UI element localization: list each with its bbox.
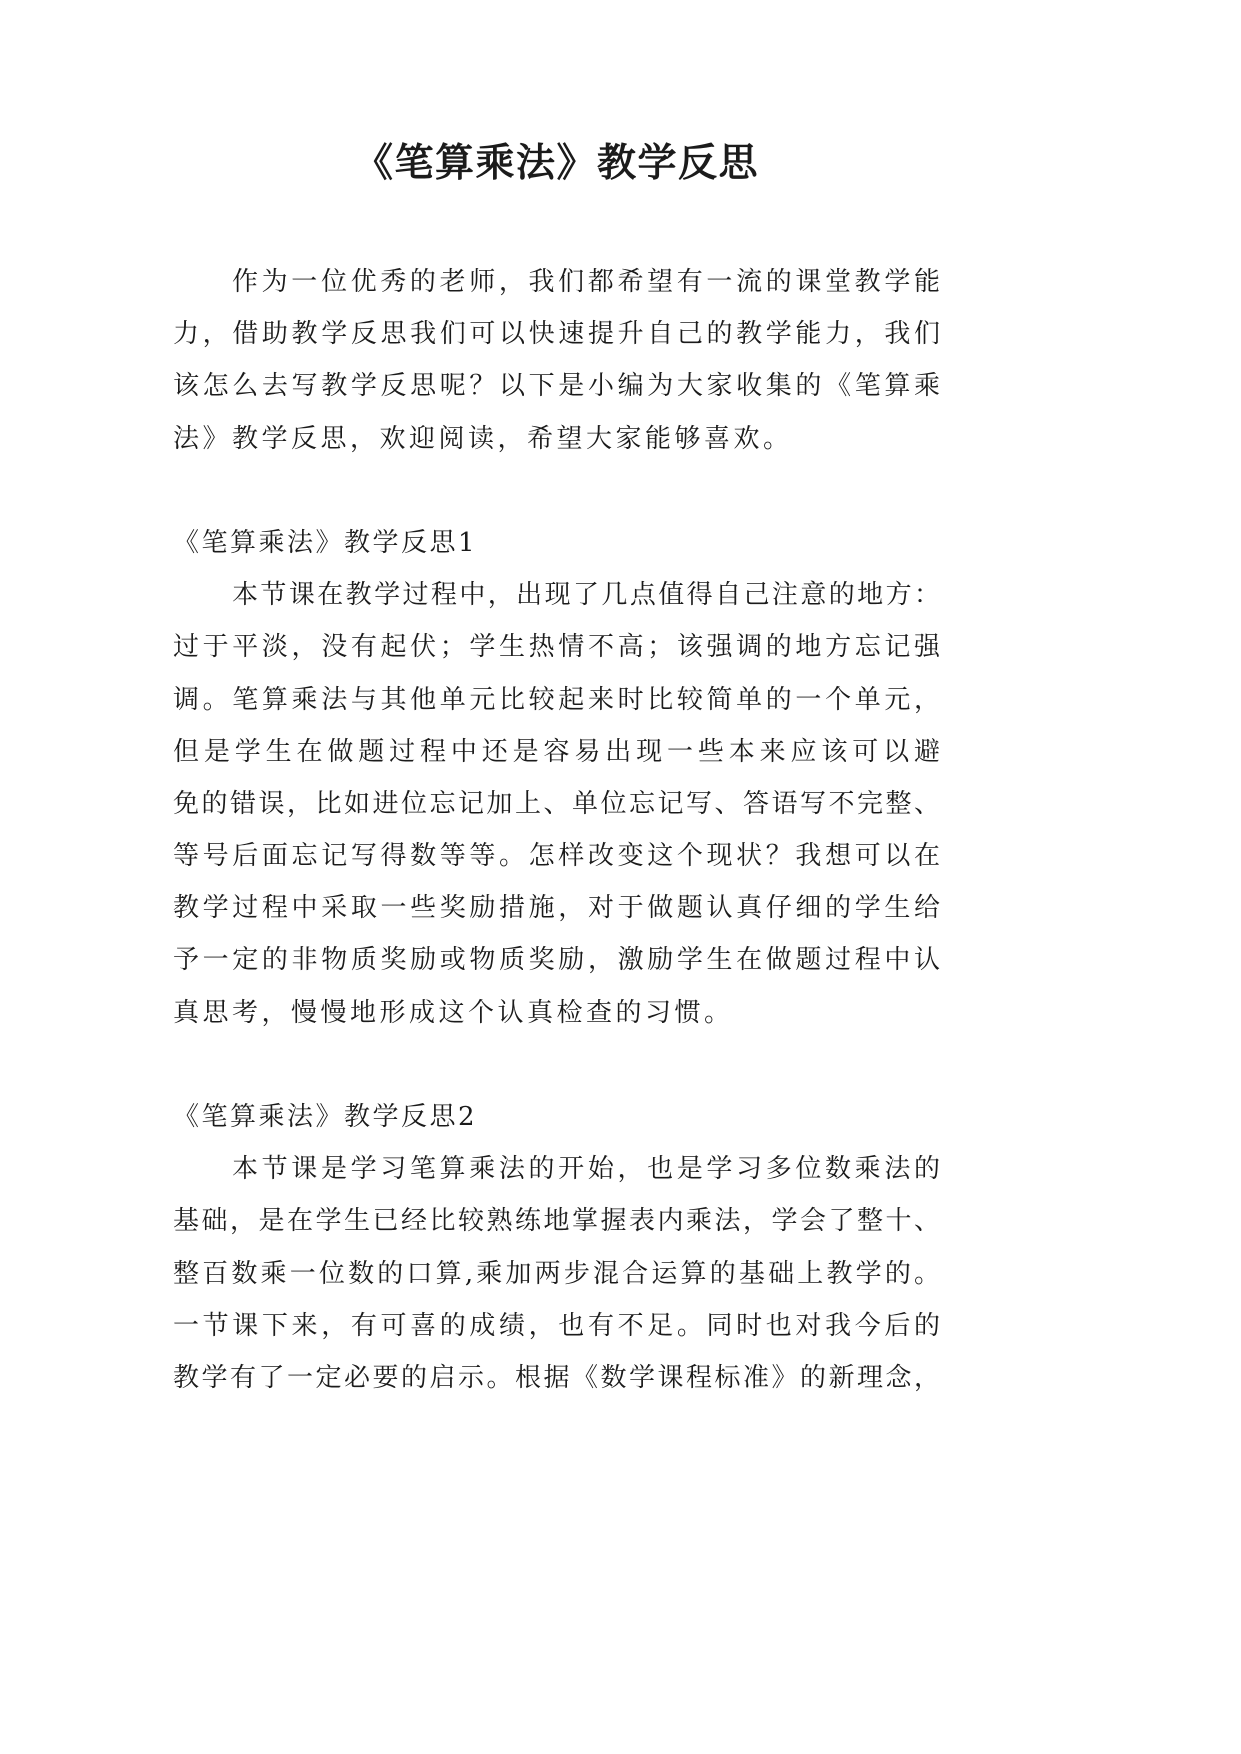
document-body bbox=[173, 256, 940, 1404]
paragraph-line: 免的错误，比如进位忘记加上、单位忘记写、答语写不完整、 bbox=[173, 788, 940, 819]
paragraph-line: 整百数乘一位数的口算,乘加两步混合运算的基础上教学的。 bbox=[173, 1258, 940, 1289]
paragraph-line: 予一定的非物质奖励或物质奖励，激励学生在做题过程中认 bbox=[173, 945, 940, 976]
paragraph-line: 但是学生在做题过程中还是容易出现一些本来应该可以避 bbox=[173, 736, 940, 767]
paragraph-line: 基础，是在学生已经比较熟练地掌握表内乘法，学会了整十、 bbox=[173, 1206, 940, 1237]
paragraph-line: 本节课是学习笔算乘法的开始，也是学习多位数乘法的 bbox=[232, 1154, 940, 1185]
paragraph-line: 一节课下来，有可喜的成绩，也有不足。同时也对我今后的 bbox=[173, 1310, 940, 1341]
intro-paragraph bbox=[173, 256, 940, 465]
paragraph-line: 教学有了一定必要的启示。根据《数学课程标准》的新理念， bbox=[173, 1362, 940, 1393]
paragraph-line: 作为一位优秀的老师，我们都希望有一流的课堂教学能 bbox=[232, 267, 940, 297]
paragraph-line: 过于平淡，没有起伏；学生热情不高；该强调的地方忘记强 bbox=[173, 632, 940, 663]
paragraph-line: 法》教学反思，欢迎阅读，希望大家能够喜欢。 bbox=[173, 423, 793, 454]
paragraph-line: 本节课在教学过程中，出现了几点值得自己注意的地方： bbox=[232, 580, 940, 611]
section-2 bbox=[173, 1091, 940, 1404]
section-heading: 《笔算乘法》教学反思1 bbox=[173, 527, 478, 558]
paragraph-line: 该怎么去写教学反思呢？以下是小编为大家收集的《笔算乘 bbox=[173, 371, 940, 402]
document-title: 《笔算乘法》教学反思 bbox=[353, 140, 759, 186]
section-heading: 《笔算乘法》教学反思2 bbox=[173, 1102, 478, 1132]
section-1 bbox=[173, 517, 940, 1039]
paragraph-line: 真思考，慢慢地形成这个认真检查的习惯。 bbox=[173, 997, 734, 1028]
paragraph-line: 调。笔算乘法与其他单元比较起来时比较简单的一个单元， bbox=[173, 684, 940, 715]
paragraph-line: 教学过程中采取一些奖励措施，对于做题认真仔细的学生给 bbox=[173, 893, 940, 924]
paragraph-line: 力，借助教学反思我们可以快速提升自己的教学能力，我们 bbox=[173, 319, 940, 350]
paragraph-line: 等号后面忘记写得数等等。怎样改变这个现状？我想可以在 bbox=[173, 841, 940, 872]
